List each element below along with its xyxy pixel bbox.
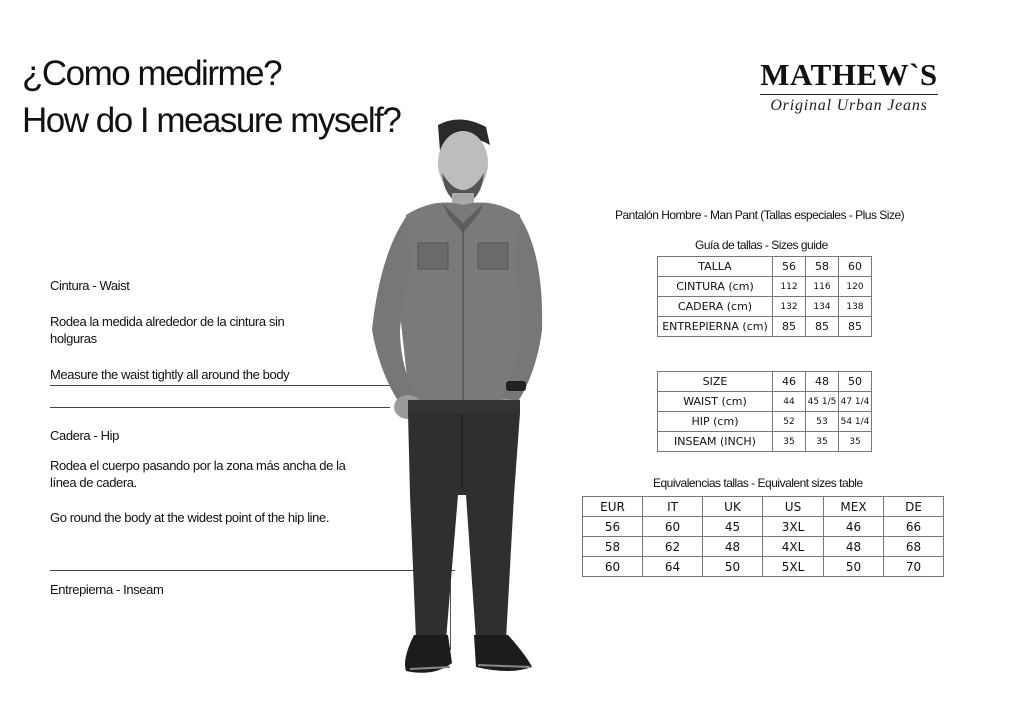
table-cell: CINTURA (cm) (658, 277, 773, 297)
table-cell: 132 (773, 297, 806, 317)
table-header-cell: 48 (806, 372, 839, 392)
table-cell: 85 (839, 317, 872, 337)
waist-instruction-en: Measure the waist tightly all around the body (50, 367, 290, 382)
table-cell: 120 (839, 277, 872, 297)
table-cell: 5XL (763, 557, 824, 577)
table-cell: 70 (884, 557, 944, 577)
table-cell: 50 (824, 557, 884, 577)
table-cell: 35 (806, 432, 839, 452)
table-cell: 60 (583, 557, 643, 577)
waist-title: Cintura - Waist (50, 278, 130, 293)
table-cell: 48 (703, 537, 763, 557)
table-header-cell: IT (643, 497, 703, 517)
table-cell: 85 (806, 317, 839, 337)
table-cell: 64 (643, 557, 703, 577)
table-cell: 35 (773, 432, 806, 452)
waist-guide-line (50, 385, 390, 386)
table-cell: 85 (773, 317, 806, 337)
table-header-row (658, 372, 872, 392)
table-header-cell: UK (703, 497, 763, 517)
table-row (658, 432, 872, 452)
waist-instruction-es: Rodea la medida alrededor de la cintura sin holguras (50, 314, 285, 346)
table-header-cell: SIZE (658, 372, 773, 392)
table-row (658, 392, 872, 412)
table-row (583, 557, 944, 577)
table-cell: 45 1/5 (806, 392, 839, 412)
table-cell: 56 (583, 517, 643, 537)
table-cell: 53 (806, 412, 839, 432)
table-header-cell: 46 (773, 372, 806, 392)
table-header-cell: 58 (806, 257, 839, 277)
table-cell: 58 (583, 537, 643, 557)
table-row (583, 517, 944, 537)
table-header-cell: DE (884, 497, 944, 517)
brand-name: MATHEW`S (760, 57, 938, 92)
product-title: Pantalón Hombre - Man Pant (Tallas especiales - Plus Size) (615, 208, 905, 222)
size-table-english (657, 371, 872, 452)
table-cell: 138 (839, 297, 872, 317)
page-title-english: How do I measure myself? (22, 101, 401, 140)
table-header-cell: MEX (824, 497, 884, 517)
table-header-row (583, 497, 944, 517)
table-header-cell: 60 (839, 257, 872, 277)
page-title-spanish: ¿Como medirme? (22, 54, 282, 93)
table-cell: 3XL (763, 517, 824, 537)
table-row (658, 412, 872, 432)
table-cell: 60 (643, 517, 703, 537)
hip-instruction-en: Go round the body at the widest point of the hip line. (50, 510, 330, 525)
table-cell: 112 (773, 277, 806, 297)
inseam-title: Entrepierna - Inseam (50, 582, 164, 597)
table-cell: ENTREPIERNA (cm) (658, 317, 773, 337)
table-row (583, 537, 944, 557)
size-guide-title: Guía de tallas - Sizes guide (695, 238, 828, 252)
table-cell: CADERA (cm) (658, 297, 773, 317)
model-photo (350, 115, 550, 685)
table-header-cell: EUR (583, 497, 643, 517)
hip-instruction-es: Rodea el cuerpo pasando por la zona más ancha de la línea de cadera. (50, 458, 346, 490)
brand-logo (754, 58, 944, 115)
table-cell: 50 (703, 557, 763, 577)
table-cell: 52 (773, 412, 806, 432)
hip-guide-line (50, 407, 390, 408)
equivalent-sizes-table (582, 496, 944, 577)
size-table-spanish (657, 256, 872, 337)
table-cell: 54 1/4 (839, 412, 872, 432)
table-row (658, 277, 872, 297)
table-cell: HIP (cm) (658, 412, 773, 432)
equivalent-sizes-title: Equivalencias tallas - Equivalent sizes table (653, 476, 863, 490)
table-cell: 134 (806, 297, 839, 317)
table-cell: INSEAM (INCH) (658, 432, 773, 452)
table-header-cell: TALLA (658, 257, 773, 277)
table-cell: 44 (773, 392, 806, 412)
table-header-cell: 50 (839, 372, 872, 392)
table-cell: 62 (643, 537, 703, 557)
table-header-cell: US (763, 497, 824, 517)
table-cell: 46 (824, 517, 884, 537)
table-row (658, 317, 872, 337)
table-cell: 66 (884, 517, 944, 537)
table-cell: 47 1/4 (839, 392, 872, 412)
table-cell: 68 (884, 537, 944, 557)
table-cell: 116 (806, 277, 839, 297)
hip-title: Cadera - Hip (50, 428, 119, 443)
brand-tagline: Original Urban Jeans (770, 97, 928, 114)
brand-divider (760, 94, 938, 95)
table-cell: WAIST (cm) (658, 392, 773, 412)
table-cell: 48 (824, 537, 884, 557)
table-cell: 45 (703, 517, 763, 537)
table-row (658, 297, 872, 317)
table-cell: 4XL (763, 537, 824, 557)
table-cell: 35 (839, 432, 872, 452)
table-header-cell: 56 (773, 257, 806, 277)
table-header-row (658, 257, 872, 277)
